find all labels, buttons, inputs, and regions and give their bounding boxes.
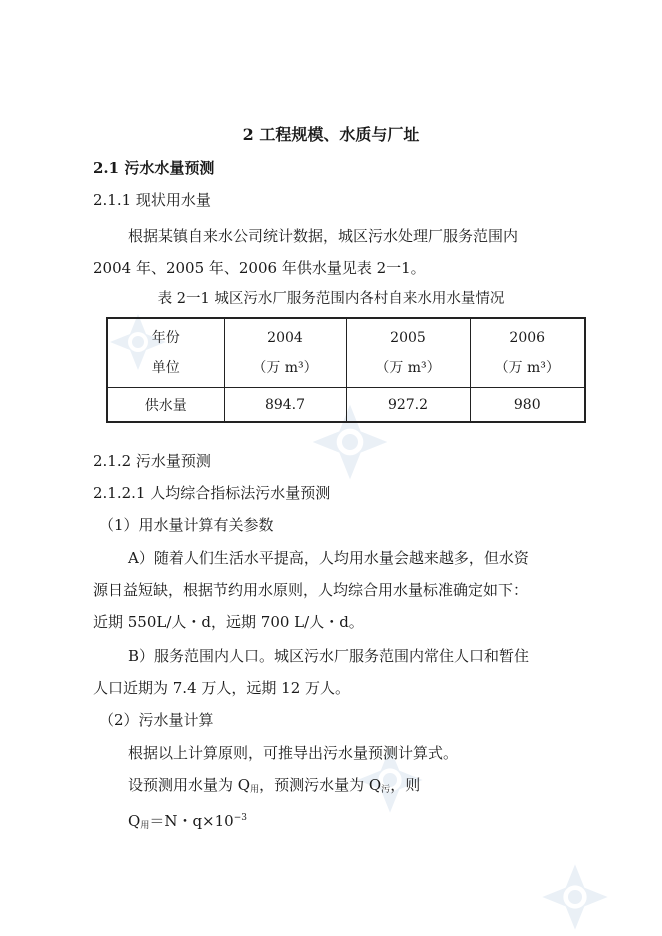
water-supply-table xyxy=(106,317,586,423)
list-item-heading: （1）用水量计算有关参数 xyxy=(99,516,274,534)
formula xyxy=(128,808,247,836)
text-run: ，预测污水量为 Q xyxy=(259,776,382,794)
section-heading-2-1-1: 2.1.1 现状用水量 xyxy=(93,191,211,209)
value-cell: 980 xyxy=(470,388,585,423)
year-cell xyxy=(224,318,346,388)
paragraph-line xyxy=(128,775,420,800)
list-item-heading: （2）污水量计算 xyxy=(99,711,214,729)
header-year-label: 年份 xyxy=(151,330,180,346)
table-header-row xyxy=(107,318,585,388)
section-heading-2-1-2: 2.1.2 污水量预测 xyxy=(93,452,211,470)
row-label-cell: 供水量 xyxy=(107,388,224,423)
paragraph-line: 根据以上计算原则，可推导出污水量预测计算式。 xyxy=(128,744,459,762)
unit-value: （万 m³） xyxy=(375,360,441,376)
paragraph-line: 人口近期为 7.4 万人，远期 12 万人。 xyxy=(93,679,351,697)
formula-body: ＝N・q×10 xyxy=(149,812,234,830)
text-run: 设预测用水量为 Q xyxy=(128,776,251,794)
value-cell: 927.2 xyxy=(346,388,470,423)
value-cell: 894.7 xyxy=(224,388,346,423)
unit-value: （万 m³） xyxy=(252,360,318,376)
paragraph-line: B）服务范围内人口。城区污水厂服务范围内常住人口和暂住 xyxy=(128,647,530,665)
table-row xyxy=(107,388,585,423)
subscript: 污 xyxy=(381,785,391,795)
section-heading-2-1: 2.1 污水水量预测 xyxy=(93,159,215,177)
year-value: 2006 xyxy=(509,330,546,346)
table-caption: 表 2一1 城区污水厂服务范围内各村自来水用水量情况 xyxy=(157,291,505,307)
section-heading-2-1-2-1: 2.1.2.1 人均综合指标法污水量预测 xyxy=(93,484,331,502)
year-value: 2004 xyxy=(267,330,303,346)
header-label-cell xyxy=(107,318,224,388)
formula-symbol: Q xyxy=(128,812,141,830)
year-cell xyxy=(346,318,470,388)
subscript: 用 xyxy=(250,785,260,795)
chapter-title: 2 工程规模、水质与厂址 xyxy=(242,125,420,144)
formula-subscript: 用 xyxy=(140,821,150,831)
year-cell xyxy=(470,318,585,388)
paragraph-line: 源日益短缺，根据节约用水原则，人均综合用水量标准确定如下： xyxy=(93,581,529,599)
header-unit-label: 单位 xyxy=(151,360,180,376)
watermark-snowflake-icon xyxy=(540,862,610,932)
formula-exponent: −3 xyxy=(233,813,247,823)
paragraph-line: 近期 550L/人・d，远期 700 L/人・d。 xyxy=(93,613,364,631)
paragraph-line: 根据某镇自来水公司统计数据，城区污水处理厂服务范围内 xyxy=(128,227,519,245)
paragraph-line: A）随着人们生活水平提高，人均用水量会越来越多，但水资 xyxy=(128,549,529,567)
unit-value: （万 m³） xyxy=(494,360,560,376)
year-value: 2005 xyxy=(390,330,426,346)
paragraph-line: 2004 年、2005 年、2006 年供水量见表 2一1。 xyxy=(93,259,426,277)
text-run: ，则 xyxy=(390,776,421,794)
